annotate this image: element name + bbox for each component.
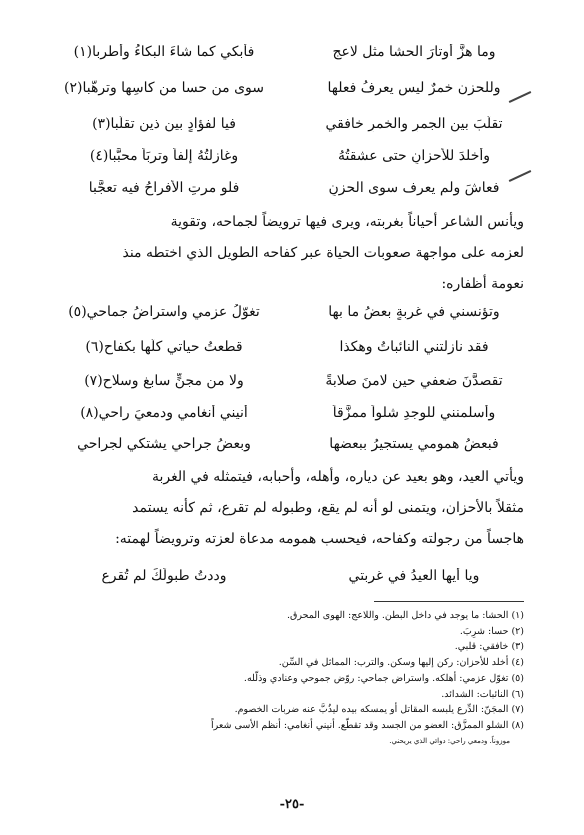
footnote: (٨) الشلو الممزَّق: العضو من الجسد وقد تقطّع. أنيني أنغامي: أنظم الأسى شعراً (211, 719, 524, 731)
paragraph (54, 207, 524, 300)
verse-second-hemistich: ولا من مجنٍّ سابغٍ وسلاحِ(٧) (84, 373, 244, 389)
verse-first-hemistich: وما هزَّ أوتارَ الحشا مثل لاعجٍ (332, 44, 496, 60)
verse-line (54, 142, 524, 170)
verse-line (54, 38, 524, 66)
verse-first-hemistich: فقد نازلتني النائباتُ وهكذا (339, 339, 489, 355)
verse-line (54, 74, 524, 102)
verse-first-hemistich: فبعضُ همومي يستجيرُ ببعضها (329, 436, 499, 452)
verse-second-hemistich: قطعتُ حياتي كلَّها بكفاحِ(٦) (85, 339, 243, 355)
verse-line (54, 399, 524, 427)
paragraph-line: ويأنس الشاعر أحياناً بغربته، ويرى فيها ترويضاً لجماحه، وتقوية (170, 214, 524, 230)
verse-second-hemistich: فأبكي كما شاءَ البكاءُ وأطربا(١) (73, 44, 255, 60)
footnote: (٢) حسا: شرِبَ. (459, 625, 524, 637)
verse-second-hemistich: وددتُ طبولَكَ لم تُقرعِ (101, 568, 227, 584)
verse-first-hemistich: وللحزن خمرٌ ليس يعرفُ فعلها (327, 80, 501, 96)
paragraph-line: لعزمه على مواجهة صعوبات الحياة عبر كفاحه الطويل الذي اختطه منذ (122, 245, 524, 261)
verse-line (54, 430, 524, 458)
verse-second-hemistich: فلو مرتِ الأفراحُ فيه تعجَّبا (88, 180, 240, 196)
verse-line (54, 174, 524, 202)
verse-first-hemistich: وأخلدَ للأحزانِ حتى عشقتُهُ (337, 148, 490, 164)
footnotes (50, 608, 524, 749)
verse-second-hemistich: فيا لفؤادٍ بين ذينِ تقلَّبا(٣) (92, 116, 236, 132)
verse-first-hemistich: وأسلمنني للوجدِ شلواً ممزَّقاً (332, 405, 496, 421)
verse-second-hemistich: وغازلتُهُ إلفاً وتربَاً محبَّبا(٤) (89, 148, 239, 164)
verse-line (54, 333, 524, 361)
paragraph-line: مثقلاً بالأحزان، ويتمنى لو أنه لم يقع، وطبوله لم تقرع، ثم كأنه يستمد (132, 500, 524, 516)
verse-first-hemistich: تقلَّبَ بين الجمرِ والخمرِ خافقي (325, 116, 503, 132)
footnote: (٤) أخلد للأحزان: ركن إليها وسكن. والترب: المماثل في السِّن. (278, 657, 524, 669)
footnote: (٥) تغوّل عزمي: أهلكه. واستراض جماحي: روّض جموحي وعنادي وذلّله. (243, 672, 524, 684)
verse-line (54, 367, 524, 395)
verse-line (54, 298, 524, 326)
page-number: -٢٥- (279, 797, 305, 812)
paragraph-line: نعومة أظفاره: (441, 276, 524, 292)
verse-first-hemistich: ويا أيها العيدُ في غربتي (348, 568, 480, 584)
verse-first-hemistich: تقصدَّنَ ضعفي حين لامنَ صلابةً (325, 373, 503, 389)
verse-second-hemistich: سوى من حسا من كاسِها وترهَّبا(٢) (64, 80, 264, 96)
footnote: (١) الحشا: ما يوجد في داخل البطن. واللاعج: الهوى المحرق. (286, 610, 524, 621)
verse-second-hemistich: أنيني أنغامي ودمعيَ راحي(٨) (80, 405, 248, 421)
verse-first-hemistich: فعاشَ ولم يعرف سوى الحزنِ (328, 180, 500, 196)
footnote: موزوناً. ودمعي راحي: دوائي الذي يريحني. (389, 736, 510, 745)
paragraph-line: ويأتي العيد، وهو بعيد عن دياره، وأهله، وأحبابه، فيتمثله في الغربة (151, 469, 524, 485)
footnote: (٣) خافقي: قلبي. (454, 641, 524, 653)
paragraph (54, 462, 524, 555)
paragraph-line: هاجساً من رجولته وكفاحه، فيحسب همومه مدعاة لعزته وترويضاً لهمته: (115, 531, 524, 547)
verse-second-hemistich: تغوّلُ عزمي واستراضُ جماحي(٥) (68, 304, 260, 320)
verse-line (54, 110, 524, 138)
verse-line (54, 562, 524, 590)
footnote: (٧) المجَنّ: الدِّرع يلبسه المقاتل أو يمسكه بيده ليذُبَّ عنه ضربات الخصوم. (234, 704, 524, 716)
footnote-separator (374, 601, 524, 602)
verse-second-hemistich: وبعضُ جراحي يشتكي لجراحي (77, 436, 251, 452)
verse-first-hemistich: وتؤنسني في غربةٍ بعضُ ما بها (328, 304, 500, 320)
footnote: (٦) النائبات: الشدائد. (441, 688, 524, 700)
